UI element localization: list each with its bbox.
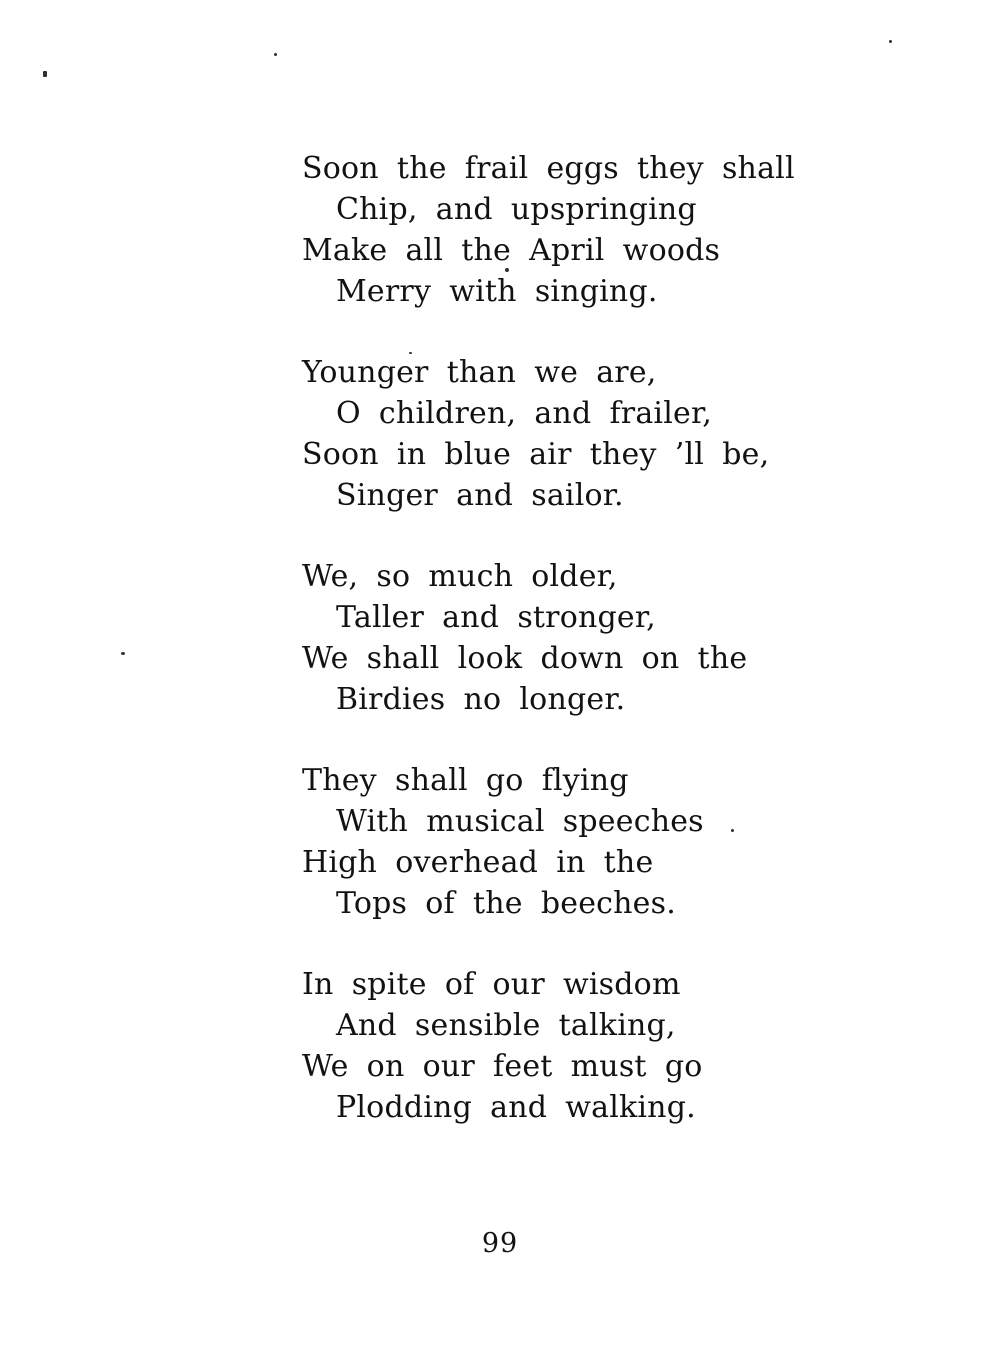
poem-line: Soon in blue air they ’ll be, (302, 437, 770, 472)
page-number: 99 (481, 1228, 519, 1259)
poem-line: Birdies no longer. (336, 682, 626, 717)
poem-line: They shall go flying (302, 763, 629, 798)
stanza-1 (302, 148, 795, 312)
scan-speck (43, 71, 47, 77)
stanza-2 (302, 352, 772, 516)
poem-line: Merry with singing. (336, 274, 658, 309)
poem-line: And sensible talking, (336, 1008, 676, 1043)
stanza-4 (302, 760, 772, 924)
poem-line: Plodding and walking. (336, 1090, 696, 1125)
scan-speck (731, 829, 734, 832)
scan-speck (121, 652, 125, 655)
poem-line: Tops of the beeches. (336, 886, 676, 921)
scan-speck (409, 352, 412, 354)
scan-speck (889, 40, 892, 43)
poem-line: High overhead in the (302, 845, 654, 880)
poem-line: Soon the frail eggs they shall (302, 151, 795, 186)
poem-line: Singer and sailor. (336, 478, 624, 513)
poem-text (302, 148, 795, 1168)
poem-line: Make all the April woods (302, 233, 721, 268)
scan-speck (505, 268, 509, 272)
poem-line: We on our feet must go (302, 1049, 703, 1084)
poem-line: We, so much older, (302, 559, 618, 594)
poem-line: Younger than we are, (302, 355, 657, 390)
poem-line: Taller and stronger, (336, 600, 656, 635)
stanza-3 (302, 556, 772, 720)
poem-line: We shall look down on the (302, 641, 748, 676)
scan-speck (274, 53, 277, 56)
poem-line: With musical speeches (336, 804, 704, 839)
poem-line: O children, and frailer, (336, 396, 712, 431)
poem-line: In spite of our wisdom (302, 967, 681, 1002)
poem-line: Chip, and upspringing (336, 192, 697, 227)
stanza-5 (302, 964, 772, 1128)
